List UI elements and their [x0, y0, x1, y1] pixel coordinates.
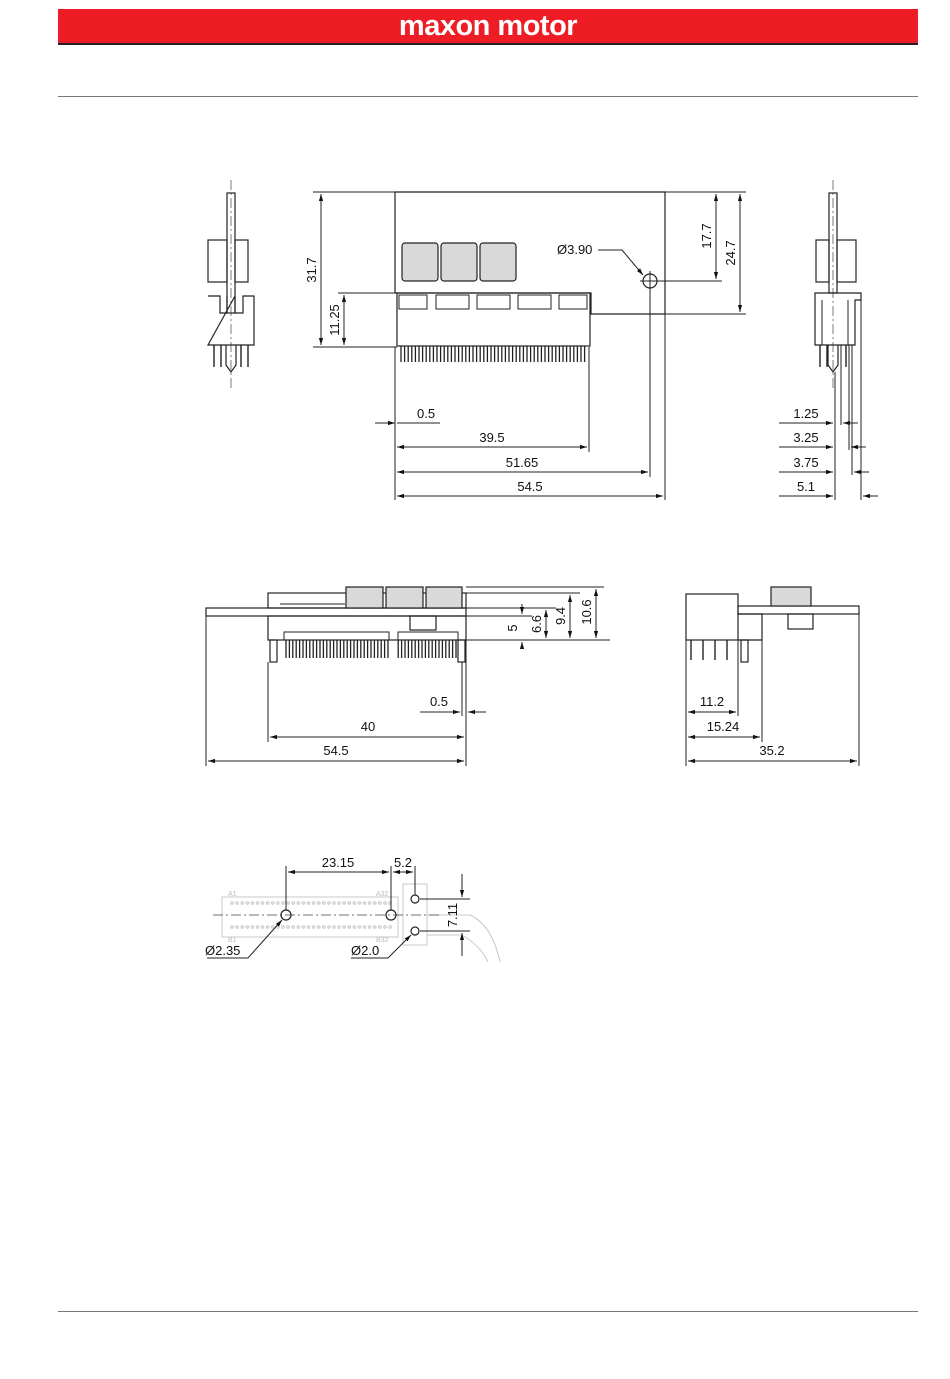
label-a32: A32 [376, 891, 389, 898]
pad [302, 902, 305, 905]
dim-front-h1: 5 [505, 624, 520, 632]
dim-right-1: 1.25 [793, 406, 819, 421]
footprint-view [205, 855, 500, 962]
pad [338, 902, 341, 905]
pad [373, 902, 376, 905]
pad [297, 926, 300, 929]
pad [266, 902, 269, 905]
pad [379, 926, 382, 929]
pad [261, 926, 264, 929]
right-side-view [779, 180, 878, 500]
pad [373, 926, 376, 929]
front-connector-pins [286, 640, 456, 658]
pad [277, 902, 280, 905]
front-component-2 [386, 587, 423, 608]
dim-front-h2: 6.6 [529, 614, 544, 634]
dim-front-h3: 9.4 [553, 606, 568, 626]
footprint-hole-small-2 [411, 927, 419, 935]
pad [333, 926, 336, 929]
pad [322, 926, 325, 929]
footprint-hole-small-1 [411, 895, 419, 903]
pad [363, 902, 366, 905]
footprint-hole-large-label: Ø2.35 [205, 943, 241, 958]
pad [348, 926, 351, 929]
side-component [771, 587, 811, 606]
pad [363, 926, 366, 929]
pad [246, 926, 249, 929]
dim-front-offset: 0.5 [429, 694, 449, 709]
pad [287, 902, 290, 905]
pad [246, 902, 249, 905]
front-component-1 [346, 587, 383, 608]
dim-right-3: 3.75 [793, 455, 819, 470]
pad [282, 902, 285, 905]
pad [256, 926, 259, 929]
pad [312, 926, 315, 929]
pad [389, 926, 392, 929]
dim-front-h4: 10.6 [579, 599, 594, 625]
pad [236, 902, 239, 905]
pad [241, 926, 244, 929]
component-3 [480, 243, 516, 281]
pad [307, 926, 310, 929]
pad [322, 902, 325, 905]
component-1 [402, 243, 438, 281]
pad [328, 902, 331, 905]
hole-diameter-label: Ø3.90 [557, 242, 593, 257]
dim-side-3: 35.2 [759, 743, 785, 758]
left-side-view [208, 180, 254, 388]
pad [251, 902, 254, 905]
pad [231, 902, 234, 905]
front-component-3 [426, 587, 462, 608]
dim-footprint-row: 7.11 [445, 902, 460, 928]
dim-footprint-offset: 5.2 [393, 855, 413, 870]
dim-right-2: 3.25 [793, 430, 819, 445]
pad [368, 926, 371, 929]
dim-height-overall: 31.7 [304, 257, 319, 283]
pad [384, 926, 387, 929]
pad [236, 926, 239, 929]
pad [271, 902, 274, 905]
pad [348, 902, 351, 905]
footprint-hole-small-label: Ø2.0 [351, 943, 380, 958]
pad [384, 902, 387, 905]
pad [358, 926, 361, 929]
pad [297, 902, 300, 905]
dim-hole-to-top: 17.7 [699, 223, 714, 249]
pad [282, 926, 285, 929]
pad [333, 902, 336, 905]
pad [271, 926, 274, 929]
dim-board-step: 24.7 [723, 240, 738, 266]
dim-front-connector: 40 [360, 719, 376, 734]
pad [379, 902, 382, 905]
pad [368, 902, 371, 905]
pad [343, 902, 346, 905]
dim-width-overall: 54.5 [517, 479, 543, 494]
pad [317, 902, 320, 905]
pad [353, 926, 356, 929]
dim-offset-left: 0.5 [417, 406, 436, 421]
pad [317, 926, 320, 929]
dim-side-1: 11.2 [699, 694, 725, 709]
pad [312, 902, 315, 905]
pad [353, 902, 356, 905]
front-view [206, 587, 610, 766]
pad [307, 902, 310, 905]
label-b32: B32 [376, 937, 389, 944]
pad [231, 926, 234, 929]
pad [292, 926, 295, 929]
pad [302, 926, 305, 929]
pad [241, 902, 244, 905]
component-2 [441, 243, 477, 281]
dim-connector-height: 11.25 [327, 304, 342, 336]
pad [292, 902, 295, 905]
dim-side-2: 15.24 [706, 719, 740, 734]
pad [338, 926, 341, 929]
pad [261, 902, 264, 905]
dim-front-width: 54.5 [323, 743, 349, 758]
pad [328, 926, 331, 929]
dim-connector-length: 39.5 [479, 430, 505, 445]
connector-pins [401, 346, 585, 362]
connector-body [397, 293, 590, 346]
pad [251, 926, 254, 929]
pad [358, 902, 361, 905]
dim-footprint-pitch: 23.15 [321, 855, 355, 870]
side-view [686, 587, 859, 766]
pad [343, 926, 346, 929]
dim-right-4: 5.1 [796, 479, 816, 494]
label-b1: B1 [228, 937, 237, 944]
brand-logo: maxon motor [398, 10, 578, 42]
label-a1: A1 [228, 891, 237, 898]
pad [256, 902, 259, 905]
pad [287, 926, 290, 929]
pad [266, 926, 269, 929]
top-view [304, 192, 746, 500]
dim-hole-x: 51.65 [505, 455, 539, 470]
